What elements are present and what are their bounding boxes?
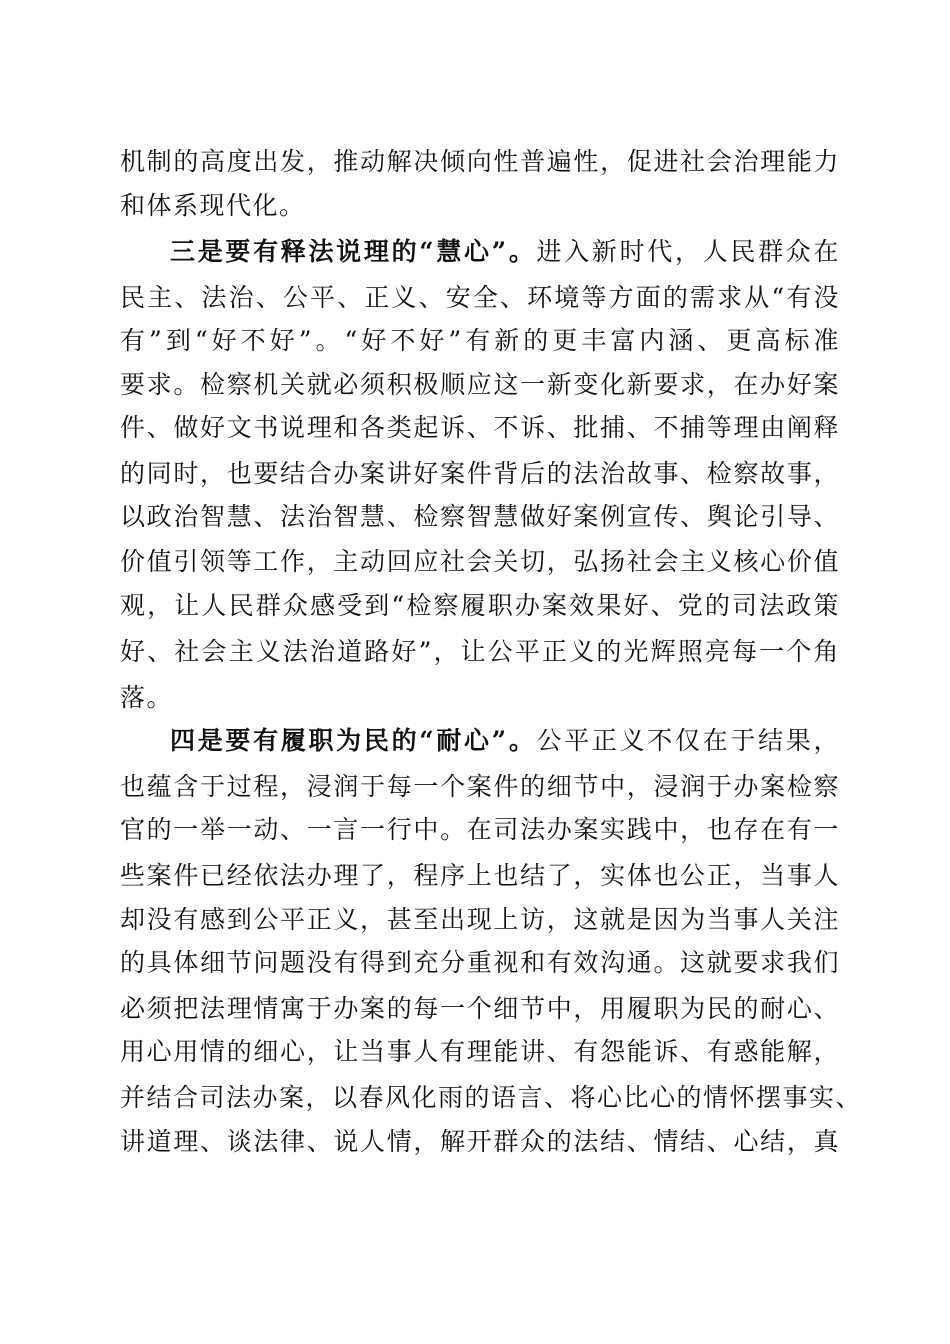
text-line: 必须把法理情寓于办案的每一个细节中，用履职为民的耐心、 bbox=[120, 994, 840, 1023]
text-line: 好、社会主义法治道路好”，让公平正义的光辉照亮每一个角 bbox=[120, 637, 840, 666]
text-line: 落。 bbox=[120, 683, 174, 712]
text-line: 的具体细节问题没有得到充分重视和有效沟通。这就要求我们 bbox=[120, 948, 840, 977]
text-line: 和体系现代化。 bbox=[120, 191, 306, 220]
text-line: 的同时，也要结合办案讲好案件背后的法治故事、检察故事， bbox=[120, 459, 840, 488]
text-fragment: 进入新时代，人民群众在 bbox=[536, 237, 840, 266]
text-line: 观，让人民群众感受到“检察履职办案效果好、党的司法政策 bbox=[120, 591, 840, 620]
text-line: 有”到“好不好”。“好不好”有新的更丰富内涵、更高标准 bbox=[120, 326, 840, 355]
text-line: 并结合司法办案，以春风化雨的语言、将心比心的情怀摆事实、 bbox=[120, 1083, 863, 1112]
text-line: 用心用情的细心，让当事人有理能讲、有怨能诉、有惑能解， bbox=[120, 1037, 840, 1066]
text-line: 些案件已经依法办理了，程序上也结了，实体也公正，当事人 bbox=[120, 861, 840, 890]
paragraph-4-first-line bbox=[170, 719, 840, 763]
paragraph-3-first-line bbox=[170, 230, 840, 274]
section-heading-point3: 三是要有释法说理的“慧心”。 bbox=[170, 237, 537, 266]
text-line: 价值引领等工作，主动回应社会关切，弘扬社会主义核心价值 bbox=[120, 547, 840, 576]
section-heading-point4: 四是要有履职为民的“耐心”。 bbox=[170, 726, 537, 755]
text-line: 件、做好文书说理和各类起诉、不诉、批捕、不捕等理由阐释 bbox=[120, 413, 840, 442]
text-fragment: 公平正义不仅在于结果， bbox=[536, 726, 840, 755]
text-line: 却没有感到公平正义，甚至出现上访，这就是因为当事人关注 bbox=[120, 905, 840, 934]
text-line: 要求。检察机关就必须积极顺应这一新变化新要求，在办好案 bbox=[120, 370, 840, 399]
text-line: 机制的高度出发，推动解决倾向性普遍性，促进社会治理能力 bbox=[120, 147, 840, 176]
text-line: 也蕴含于过程，浸润于每一个案件的细节中，浸润于办案检察 bbox=[120, 772, 840, 801]
text-line: 官的一举一动、一言一行中。在司法办案实践中，也存在有一 bbox=[120, 815, 840, 844]
text-line: 讲道理、谈法律、说人情，解开群众的法结、情结、心结，真 bbox=[120, 1127, 840, 1156]
text-line: 民主、法治、公平、正义、安全、环境等方面的需求从“有没 bbox=[120, 283, 840, 312]
text-line: 以政治智慧、法治智慧、检察智慧做好案例宣传、舆论引导、 bbox=[120, 502, 840, 531]
